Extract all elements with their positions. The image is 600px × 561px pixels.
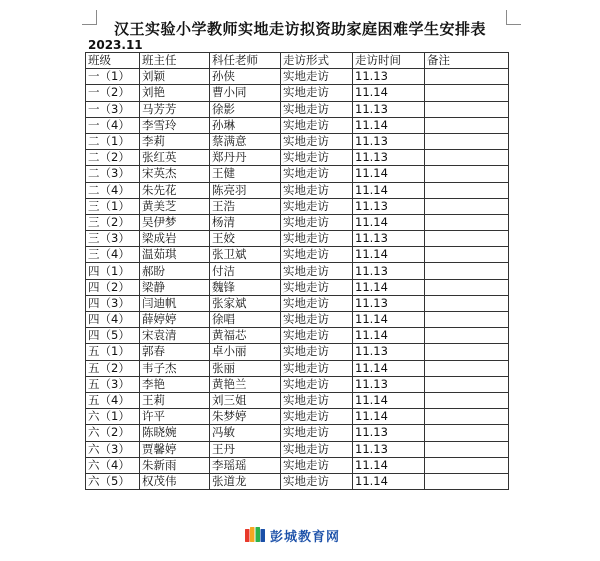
visit-type-cell: 实地走访 [281,263,353,279]
head-teacher-cell: 朱新雨 [140,457,210,473]
visit-type-cell: 实地走访 [281,166,353,182]
head-teacher-cell: 薛婷婷 [140,312,210,328]
visit-type-cell: 实地走访 [281,214,353,230]
visit-type-cell: 实地走访 [281,409,353,425]
visit-type-cell: 实地走访 [281,425,353,441]
subject-teacher-cell: 王浩 [210,198,281,214]
visit-time-cell: 11.14 [353,392,425,408]
notes-cell [425,344,509,360]
subject-teacher-cell: 张卫斌 [210,247,281,263]
notes-cell [425,328,509,344]
visit-time-cell: 11.14 [353,312,425,328]
head-teacher-cell: 许平 [140,409,210,425]
head-teacher-cell: 宋英杰 [140,166,210,182]
visit-type-cell: 实地走访 [281,344,353,360]
visit-type-cell: 实地走访 [281,198,353,214]
visit-type-cell: 实地走访 [281,279,353,295]
class-cell: 五（3） [86,376,140,392]
table-row [86,425,509,441]
watermark-logo [244,525,340,545]
visit-type-cell: 实地走访 [281,473,353,489]
head-teacher-cell: 宋袁清 [140,328,210,344]
visit-type-cell: 实地走访 [281,376,353,392]
visit-time-cell: 11.14 [353,328,425,344]
visit-time-cell: 11.13 [353,344,425,360]
column-header-subject-teacher: 科任老师 [210,53,281,69]
visit-type-cell: 实地走访 [281,231,353,247]
visit-type-cell: 实地走访 [281,117,353,133]
visit-type-cell: 实地走访 [281,441,353,457]
visit-time-cell: 11.13 [353,441,425,457]
column-header-head-teacher: 班主任 [140,53,210,69]
subject-teacher-cell: 杨清 [210,214,281,230]
table-row [86,344,509,360]
head-teacher-cell: 刘颖 [140,69,210,85]
visit-time-cell: 11.13 [353,231,425,247]
table-row [86,69,509,85]
head-teacher-cell: 闫迪帆 [140,295,210,311]
class-cell: 六（2） [86,425,140,441]
subject-teacher-cell: 黄艳兰 [210,376,281,392]
visit-time-cell: 11.14 [353,117,425,133]
table-body [86,69,509,490]
table-row [86,150,509,166]
visit-time-cell: 11.14 [353,457,425,473]
visit-type-cell: 实地走访 [281,457,353,473]
notes-cell [425,457,509,473]
notes-cell [425,376,509,392]
visit-type-cell: 实地走访 [281,150,353,166]
class-cell: 四（3） [86,295,140,311]
table-row [86,312,509,328]
notes-cell [425,150,509,166]
head-teacher-cell: 梁成岩 [140,231,210,247]
visit-time-cell: 11.13 [353,150,425,166]
column-header-visit-time: 走访时间 [353,53,425,69]
class-cell: 一（1） [86,69,140,85]
table-row [86,117,509,133]
notes-cell [425,69,509,85]
head-teacher-cell: 吴伊梦 [140,214,210,230]
visit-time-cell: 11.14 [353,360,425,376]
visit-time-cell: 11.13 [353,295,425,311]
head-teacher-cell: 张红英 [140,150,210,166]
head-teacher-cell: 郝盼 [140,263,210,279]
visit-type-cell: 实地走访 [281,392,353,408]
class-cell: 二（1） [86,133,140,149]
visit-time-cell: 11.14 [353,85,425,101]
head-teacher-cell: 李莉 [140,133,210,149]
subject-teacher-cell: 徐唱 [210,312,281,328]
subject-teacher-cell: 李瑶瑶 [210,457,281,473]
watermark-text: 彭城教育网 [270,529,341,545]
visit-time-cell: 11.14 [353,182,425,198]
subject-teacher-cell: 冯敏 [210,425,281,441]
table-row [86,198,509,214]
head-teacher-cell: 刘艳 [140,85,210,101]
visit-time-cell: 11.14 [353,214,425,230]
head-teacher-cell: 郭春 [140,344,210,360]
subject-teacher-cell: 张道龙 [210,473,281,489]
schedule-table [85,52,509,490]
notes-cell [425,85,509,101]
class-cell: 五（1） [86,344,140,360]
subject-teacher-cell: 郑丹丹 [210,150,281,166]
notes-cell [425,425,509,441]
document-date: 2023.11 [88,38,143,52]
class-cell: 六（1） [86,409,140,425]
class-cell: 三（2） [86,214,140,230]
subject-teacher-cell: 曹小同 [210,85,281,101]
table-row [86,133,509,149]
subject-teacher-cell: 王丹 [210,441,281,457]
visit-time-cell: 11.14 [353,247,425,263]
table-row [86,328,509,344]
head-teacher-cell: 黄美芝 [140,198,210,214]
notes-cell [425,360,509,376]
subject-teacher-cell: 黄福芯 [210,328,281,344]
notes-cell [425,231,509,247]
visit-type-cell: 实地走访 [281,69,353,85]
table-row [86,279,509,295]
table-row [86,231,509,247]
class-cell: 四（1） [86,263,140,279]
class-cell: 三（4） [86,247,140,263]
table-row [86,473,509,489]
visit-type-cell: 实地走访 [281,312,353,328]
class-cell: 一（3） [86,101,140,117]
head-teacher-cell: 朱先花 [140,182,210,198]
table-row [86,376,509,392]
column-header-visit-type: 走访形式 [281,53,353,69]
class-cell: 二（4） [86,182,140,198]
notes-cell [425,101,509,117]
visit-time-cell: 11.14 [353,473,425,489]
subject-teacher-cell: 王健 [210,166,281,182]
subject-teacher-cell: 孙侠 [210,69,281,85]
visit-type-cell: 实地走访 [281,101,353,117]
notes-cell [425,247,509,263]
visit-time-cell: 11.13 [353,69,425,85]
head-teacher-cell: 李雪玲 [140,117,210,133]
class-cell: 四（2） [86,279,140,295]
table-row [86,85,509,101]
document-title: 汉王实验小学教师实地走访拟资助家庭困难学生安排表 [113,20,486,38]
column-header-notes: 备注 [425,53,509,69]
table-row [86,101,509,117]
class-cell: 四（5） [86,328,140,344]
table-row [86,360,509,376]
head-teacher-cell: 梁静 [140,279,210,295]
visit-time-cell: 11.13 [353,198,425,214]
notes-cell [425,409,509,425]
class-cell: 三（1） [86,198,140,214]
notes-cell [425,279,509,295]
visit-type-cell: 实地走访 [281,247,353,263]
subject-teacher-cell: 孙琳 [210,117,281,133]
notes-cell [425,182,509,198]
head-teacher-cell: 王莉 [140,392,210,408]
notes-cell [425,263,509,279]
subject-teacher-cell: 张家斌 [210,295,281,311]
visit-type-cell: 实地走访 [281,328,353,344]
notes-cell [425,133,509,149]
table-row [86,295,509,311]
head-teacher-cell: 陈晓婉 [140,425,210,441]
head-teacher-cell: 权茂伟 [140,473,210,489]
visit-time-cell: 11.14 [353,166,425,182]
notes-cell [425,392,509,408]
visit-time-cell: 11.13 [353,425,425,441]
subject-teacher-cell: 张丽 [210,360,281,376]
table-header-row [86,53,509,69]
notes-cell [425,441,509,457]
class-cell: 三（3） [86,231,140,247]
visit-time-cell: 11.13 [353,133,425,149]
subject-teacher-cell: 刘三姐 [210,392,281,408]
visit-type-cell: 实地走访 [281,133,353,149]
class-cell: 一（2） [86,85,140,101]
class-cell: 五（4） [86,392,140,408]
notes-cell [425,295,509,311]
visit-time-cell: 11.13 [353,376,425,392]
table-row [86,182,509,198]
class-cell: 五（2） [86,360,140,376]
visit-type-cell: 实地走访 [281,85,353,101]
visit-type-cell: 实地走访 [281,295,353,311]
subject-teacher-cell: 徐影 [210,101,281,117]
notes-cell [425,473,509,489]
class-cell: 六（4） [86,457,140,473]
table-row [86,247,509,263]
notes-cell [425,198,509,214]
notes-cell [425,214,509,230]
notes-cell [425,117,509,133]
subject-teacher-cell: 付洁 [210,263,281,279]
table-row [86,392,509,408]
table-row [86,263,509,279]
visit-time-cell: 11.14 [353,279,425,295]
notes-cell [425,312,509,328]
table-row [86,409,509,425]
class-cell: 四（4） [86,312,140,328]
subject-teacher-cell: 朱梦婷 [210,409,281,425]
visit-type-cell: 实地走访 [281,182,353,198]
visit-time-cell: 11.14 [353,409,425,425]
class-cell: 六（3） [86,441,140,457]
subject-teacher-cell: 王姣 [210,231,281,247]
column-header-class: 班级 [86,53,140,69]
table-row [86,457,509,473]
visit-time-cell: 11.13 [353,263,425,279]
subject-teacher-cell: 蔡满意 [210,133,281,149]
class-cell: 一（4） [86,117,140,133]
class-cell: 二（3） [86,166,140,182]
visit-type-cell: 实地走访 [281,360,353,376]
notes-cell [425,166,509,182]
table-row [86,214,509,230]
subject-teacher-cell: 卓小丽 [210,344,281,360]
subject-teacher-cell: 魏锋 [210,279,281,295]
head-teacher-cell: 韦子杰 [140,360,210,376]
head-teacher-cell: 温茹琪 [140,247,210,263]
head-teacher-cell: 李艳 [140,376,210,392]
head-teacher-cell: 贾馨婷 [140,441,210,457]
table-row [86,166,509,182]
table-row [86,441,509,457]
class-cell: 六（5） [86,473,140,489]
open-book-icon [244,526,266,544]
visit-time-cell: 11.13 [353,101,425,117]
subject-teacher-cell: 陈亮羽 [210,182,281,198]
class-cell: 二（2） [86,150,140,166]
head-teacher-cell: 马芳芳 [140,101,210,117]
